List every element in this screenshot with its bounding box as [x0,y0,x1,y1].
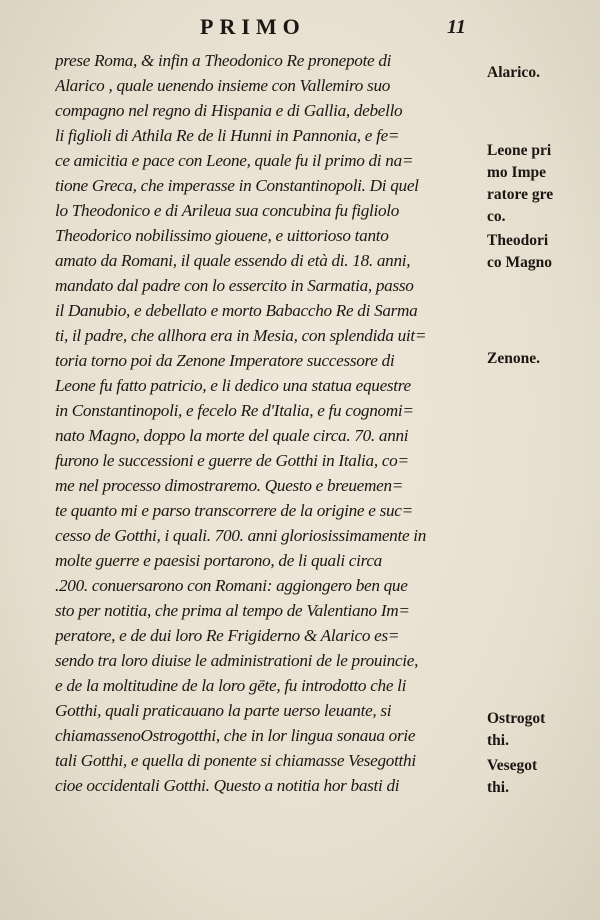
text-line: amato da Romani, il quale essendo di età di. 18. anni, [55,251,411,270]
text-line: prese Roma, & infin a Theodonico Re pronepote di [55,51,392,70]
text-line: ce amicitia e pace con Leone, quale fu il primo di na= [55,151,414,170]
text-line: molte guerre e paesisi portarono, de li quali circa [55,551,382,570]
text-line: peratore, e de dui loro Re Frigiderno & Alarico es= [55,626,400,645]
text-line: cioe occidentali Gotthi. Questo a notitia hor basti di [55,776,400,795]
margin-note-line: thi. [487,732,509,749]
margin-note-line: Vesegot [487,757,538,774]
margin-note-theodorico [487,230,595,274]
text-line: compagno nel regno di Hispania e di Gallia, debello [55,101,403,120]
body-text [55,48,485,798]
text-line: nato Magno, doppo la morte del quale circa. 70. anni [55,426,409,445]
text-line: Gotthi, quali praticauano la parte uerso leuante, si [55,701,392,720]
text-line: Theodorico nobilissimo giouene, e uittorioso tanto [55,226,389,245]
margin-note-line: co. [487,208,506,225]
text-line: in Constantinopoli, e fecelo Re d'Italia, e fu cognomi= [55,401,414,420]
text-line: Alarico , quale uenendo insieme con Vallemiro suo [55,76,391,95]
margin-note-line: ratore gre [487,186,554,203]
margin-note-line: thi. [487,779,509,796]
text-line: il Danubio, e debellato e morto Babaccho Re di Sarma [55,301,418,320]
margin-note-zenone [487,348,595,370]
text-line: furono le successioni e guerre de Gotthi in Italia, co= [55,451,409,470]
text-line: .200. conuersarono con Romani: aggiongero ben que [55,576,408,595]
margin-note-alarico [487,62,595,84]
text-line: li figlioli di Athila Re de li Hunni in Pannonia, e fe= [55,126,400,145]
margin-note-vesegotthi [487,755,595,799]
page-number: 11 [447,16,466,38]
margin-note-line: mo Impe [487,164,546,181]
text-line: tali Gotthi, e quella di ponente si chiamasse Vesegotthi [55,751,416,770]
margin-note-line: co Magno [487,254,553,271]
margin-note-line: Leone pri [487,142,552,159]
text-line: lo Theodonico e di Arileua sua concubina fu figliolo [55,201,400,220]
text-line: ti, il padre, che allhora era in Mesia, con splendida uit= [55,326,427,345]
margin-note-ostrogotthi [487,708,595,752]
page-header [0,14,600,42]
text-line: sto per notitia, che prima al tempo de Valentiano Im= [55,601,410,620]
text-line: sendo tra loro diuise le administrationi de le prouincie, [55,651,419,670]
text-line: mandato dal padre con lo essercito in Sarmatia, passo [55,276,414,295]
text-line: te quanto mi e parso transcorrere de la origine e suc= [55,501,413,520]
text-line: me nel processo dimostraremo. Questo e breuemen= [55,476,404,495]
margin-note-line: Theodori [487,232,549,249]
text-line: Leone fu fatto patricio, e li dedico una statua equestre [55,376,411,395]
text-line: chiamassenoOstrogotthi, che in lor lingua sonaua orie [55,726,416,745]
margin-note-line: Zenone. [487,350,540,367]
text-line: toria torno poi da Zenone Imperatore successore di [55,351,395,370]
margin-note-line: Ostrogot [487,710,546,727]
text-line: tione Greca, che imperasse in Constantinopoli. Di quel [55,176,419,195]
text-line: e de la moltitudine de la loro gēte, fu introdotto che li [55,676,407,695]
text-line: cesso de Gotthi, i quali. 700. anni gloriosissimamente in [55,526,427,545]
running-head: PRIMO [200,14,306,39]
margin-note-line: Alarico. [487,64,540,81]
margin-note-leone [487,140,595,228]
